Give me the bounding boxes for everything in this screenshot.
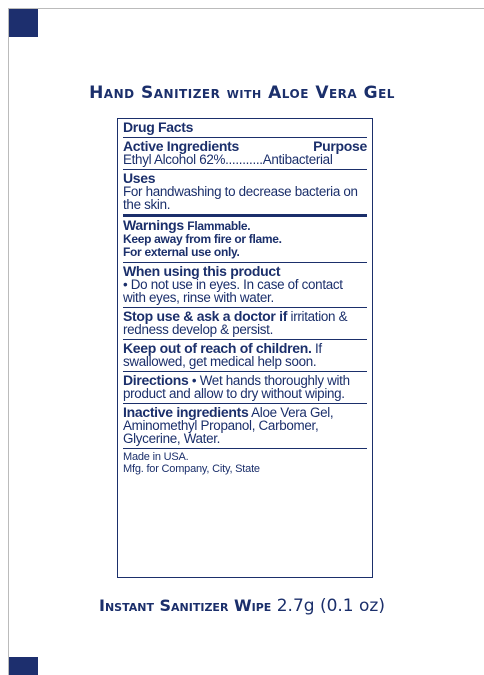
product-line (0, 596, 484, 616)
manufacturer-text: Mfg. for Company, City, State (123, 463, 260, 475)
title-part1: Hand Sanitizer (89, 83, 221, 103)
drug-facts-panel (117, 118, 373, 578)
when-using-label: When using this product (123, 263, 281, 279)
made-in-text: Made in USA. (123, 451, 189, 463)
directions-text: • Wet hands thoroughly with product and allow to dry without wiping. (123, 373, 350, 401)
frame-top-border (8, 8, 484, 9)
purpose-label: Purpose (313, 138, 367, 154)
active-ingredients-label: Active Ingredients (123, 138, 239, 154)
keep-out-section (123, 340, 367, 372)
product-title (0, 83, 484, 103)
frame-left-border (8, 8, 9, 675)
uses-text: For handwashing to decrease bacteria on the skin. (123, 184, 358, 212)
active-ingredient-line: Ethyl Alcohol 62%...........Antibacterial (123, 152, 333, 167)
title-part2: with (226, 84, 262, 102)
keep-out-text: If swallowed, get medical help soon. (123, 341, 322, 369)
title-part3: Aloe Vera Gel (268, 83, 395, 103)
inactive-ingredients-section (123, 404, 367, 449)
active-ingredients-section (123, 138, 367, 170)
when-using-section (123, 263, 367, 308)
directions-label: Directions (123, 372, 189, 388)
stop-use-text: irritation & redness develop & persist. (123, 309, 348, 337)
stop-use-label: Stop use & ask a doctor if (123, 308, 288, 324)
inactive-ingredients-label: Inactive ingredients (123, 404, 249, 420)
directions-section (123, 372, 367, 404)
warnings-label: Warnings (123, 217, 184, 233)
drug-facts-header: Drug Facts (123, 119, 194, 135)
warnings-section (123, 217, 367, 263)
stop-use-section (123, 308, 367, 340)
warnings-external: For external use only. (123, 245, 240, 259)
keep-out-label: Keep out of reach of children. (123, 340, 312, 356)
uses-label: Uses (123, 170, 156, 186)
uses-section (123, 170, 367, 217)
warnings-fire: Keep away from fire or flame. (123, 232, 282, 246)
when-using-text: • Do not use in eyes. In case of contact with eyes, rinse with water. (123, 277, 343, 305)
inactive-ingredients-text: Aloe Vera Gel, Aminomethyl Propanol, Carbomer, Glycerine, Water. (123, 405, 334, 446)
warnings-flammable: Flammable. (187, 219, 251, 233)
product-name: Instant Sanitizer Wipe (99, 596, 272, 615)
registration-mark-bottom (9, 657, 38, 675)
product-amount: 2.7g (0.1 oz) (276, 596, 385, 616)
registration-mark-top (9, 9, 38, 37)
drug-facts-header-section (123, 119, 367, 138)
manufacturer-section (123, 449, 367, 478)
